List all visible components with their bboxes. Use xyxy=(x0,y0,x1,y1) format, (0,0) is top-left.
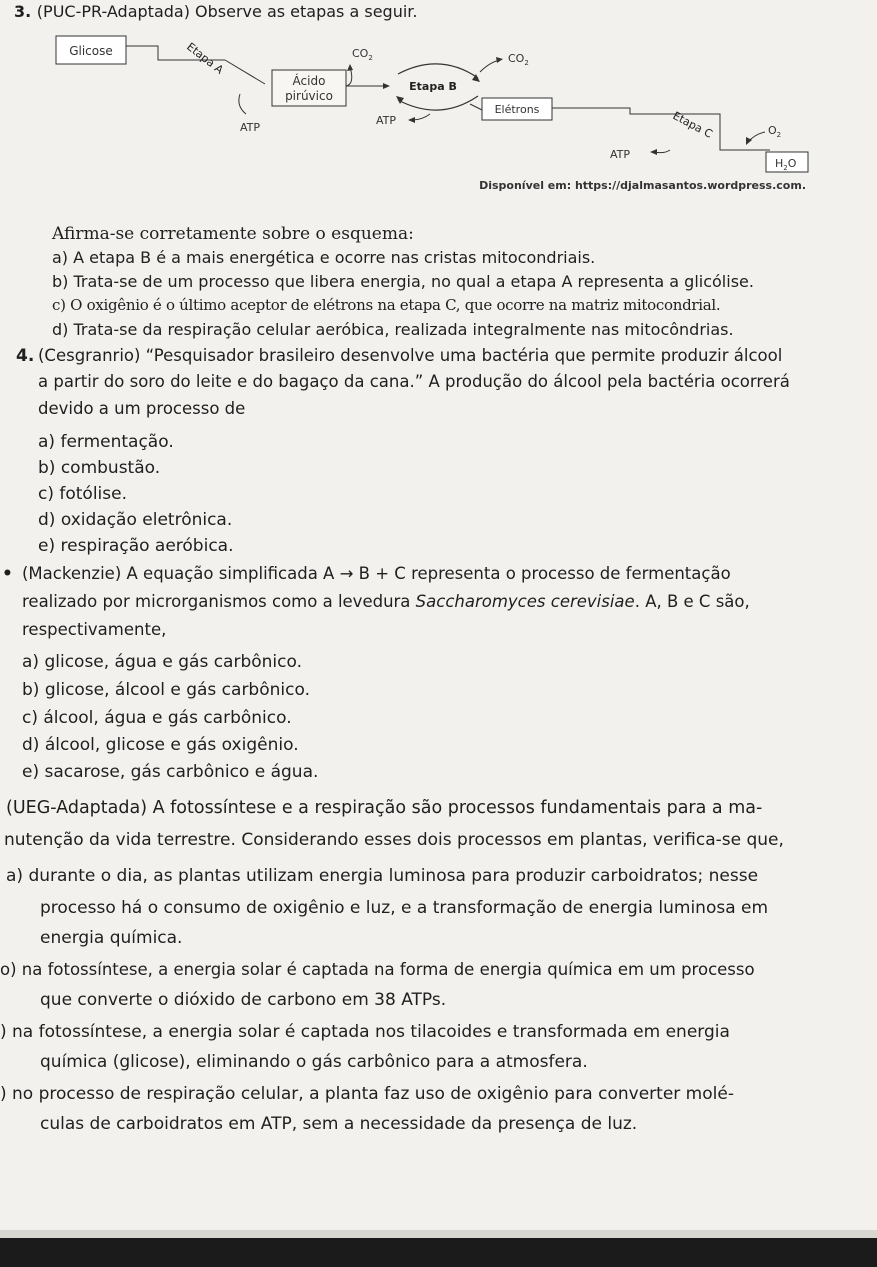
q3-option-c: c) O oxigênio é o último aceptor de elétrons na etapa C, que ocorre na matriz mitocondrial. xyxy=(52,296,721,314)
q5-line-2-post: . A, B e C são, xyxy=(634,592,750,611)
paper-edge xyxy=(0,1230,877,1238)
q5-line-2-pre: realizado por microrganismos como a levedura xyxy=(22,592,416,611)
atp2-label: ATP xyxy=(376,114,397,127)
q3-option-d: d) Trata-se da respiração celular aeróbica, realizada integralmente nas mitocôndrias. xyxy=(52,320,734,339)
q3-header xyxy=(14,2,417,21)
q3-header-text: (PUC-PR-Adaptada) Observe as etapas a seguir. xyxy=(36,2,418,21)
q3-stem: Afirma-se corretamente sobre o esquema: xyxy=(52,224,414,244)
atp3-label: ATP xyxy=(610,148,631,161)
piruvico-label: pirúvico xyxy=(285,89,333,103)
q5-option-c: c) álcool, água e gás carbônico. xyxy=(22,708,292,728)
q4-line-1: (Cesgranrio) “Pesquisador brasileiro desenvolve uma bactéria que permite produzir álcool xyxy=(38,346,783,365)
q5-species: Saccharomyces cerevisiae xyxy=(415,592,635,611)
q6-line-2: nutenção da vida terrestre. Considerando esses dois processos em plantas, verifica-se que, xyxy=(4,830,784,850)
eletrons-connector xyxy=(470,104,482,110)
q5-line-1: (Mackenzie) A equação simplificada A → B + C representa o processo de fermentação xyxy=(22,564,731,583)
q6-option-a-line-1: a) durante o dia, as plantas utilizam energia luminosa para produzir carboidratos; nesse xyxy=(6,866,759,886)
q6-option-c-line-2: química (glicose), eliminando o gás carbônico para a atmosfera. xyxy=(40,1052,588,1072)
q5-line-3: respectivamente, xyxy=(22,620,167,639)
q4-number: 4. xyxy=(16,346,35,366)
arrow-etapa-a xyxy=(225,60,265,84)
q6-option-a-line-2: processo há o consumo de oxigênio e luz, e a transformação de energia luminosa em xyxy=(40,898,769,918)
o2-label: $O_2$ xyxy=(768,124,782,139)
q3-number: 3. xyxy=(14,2,32,21)
h2o-label: $H_2O$ xyxy=(775,157,797,172)
q4-line-3: devido a um processo de xyxy=(38,399,246,418)
q5-option-e: e) sacarose, gás carbônico e água. xyxy=(22,762,319,782)
q4-option-b: b) combustão. xyxy=(38,458,161,478)
q6-option-b-line-1: o) na fotossíntese, a energia solar é captada na forma de energia química em um processo xyxy=(0,960,755,979)
q6-option-a-line-3: energia química. xyxy=(40,928,183,948)
atp1-arrow xyxy=(239,94,246,114)
q3-option-a: a) A etapa B é a mais energética e ocorre nas cristas mitocondriais. xyxy=(52,248,596,267)
glicose-label: Glicose xyxy=(69,44,113,58)
co2-2-label: $CO_2$ xyxy=(508,52,529,67)
q6-option-c-line-1: ) na fotossíntese, a energia solar é captada nos tilacoides e transformada em energia xyxy=(0,1022,730,1042)
diagram-source: Disponível em: https://djalmasantos.wordpress.com. xyxy=(479,179,806,192)
etapa-c-label: Etapa C xyxy=(670,109,715,141)
q5-line-2 xyxy=(22,592,750,611)
acido-label: Ácido xyxy=(292,74,326,88)
etapa-c-line xyxy=(552,108,770,150)
q5-option-b: b) glicose, álcool e gás carbônico. xyxy=(22,680,310,700)
q4-option-c: c) fotólise. xyxy=(38,484,128,504)
q4-line-2: a partir do soro do leite e do bagaço da cana.” A produção do álcool pela bactéria ocorrerá xyxy=(38,372,790,391)
dark-background-band xyxy=(0,1238,877,1267)
q5-bullet: • xyxy=(2,564,13,584)
q4-option-e: e) respiração aeróbica. xyxy=(38,536,234,556)
etapa-b-label: Etapa B xyxy=(409,80,457,93)
q6-option-d-line-1: ) no processo de respiração celular, a planta faz uso de oxigênio para converter molé- xyxy=(0,1084,734,1104)
co2-1-label: $CO_2$ xyxy=(352,47,373,62)
q4-option-a: a) fermentação. xyxy=(38,432,174,452)
q4-option-d: d) oxidação eletrônica. xyxy=(38,510,233,530)
etapa-a-label: Etapa A xyxy=(184,40,226,77)
q3-option-b: b) Trata-se de um processo que libera energia, no qual a etapa A representa a glicólise. xyxy=(52,272,754,291)
q6-option-d-line-2: culas de carboidratos em ATP, sem a necessidade da presença de luz. xyxy=(40,1114,638,1134)
q6-line-1: (UEG-Adaptada) A fotossíntese e a respiração são processos fundamentais para a ma- xyxy=(6,798,763,818)
respiration-diagram xyxy=(0,22,877,222)
atp1-label: ATP xyxy=(240,121,261,134)
eletrons-label: Elétrons xyxy=(494,103,540,116)
q5-option-a: a) glicose, água e gás carbônico. xyxy=(22,652,302,672)
q6-option-b-line-2: que converte o dióxido de carbono em 38 ATPs. xyxy=(40,990,447,1010)
q5-option-d: d) álcool, glicose e gás oxigênio. xyxy=(22,735,299,755)
